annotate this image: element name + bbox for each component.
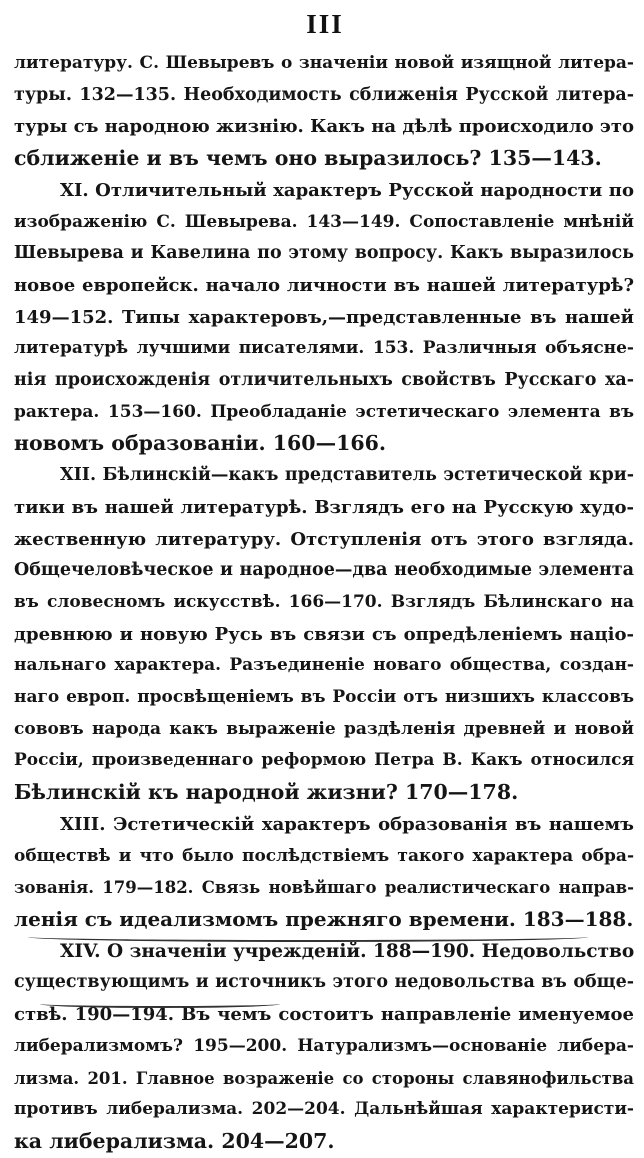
text-line: противъ либерализма. 202—204. Дальнѣйшая характеристи- xyxy=(14,1099,634,1120)
text-line: нiя происхожденiя отличительныхъ свойствъ Русскаго ха- xyxy=(14,370,634,391)
text-line: зованiя. 179—182. Связь новѣйшаго реалистическаго направ- xyxy=(14,878,634,898)
text-line: Россiи, произведеннаго реформою Петра В. Какъ относился xyxy=(14,750,634,771)
paragraph-intro xyxy=(14,48,636,175)
text-line: тики въ нашей литературѣ. Взглядъ его на Русскую худо- xyxy=(14,496,634,518)
text-line: XIV. О значенiи учрежденiй. 188—190. Недовольство xyxy=(60,940,634,962)
pencil-underline-mark xyxy=(28,932,588,942)
text-line: литературу. С. Шевыревъ о значенiи новой изящной литера- xyxy=(14,53,634,73)
text-line: 149—152. Типы характеровъ,—представленные въ нашей xyxy=(14,306,634,328)
text-line: новое европейск. начало личности въ нашей литературѣ? xyxy=(14,274,634,296)
text-line: существующимъ и источникъ этого недовольства въ обще- xyxy=(14,972,634,993)
text-line: сближенiе и въ чемъ оно выразилось? 135—143. xyxy=(14,146,602,171)
paragraph-section-xiv xyxy=(14,936,636,1158)
text-line: ка либерализма. 204—207. xyxy=(14,1128,335,1153)
text-line: либерализмомъ? 195—200. Натурализмъ—основанiе либера- xyxy=(14,1035,634,1056)
text-line: въ словесномъ искусствѣ. 166—170. Взглядъ Бѣлинскаго на xyxy=(14,591,634,612)
text-line: изображенiю С. Шевырева. 143—149. Сопоставленiе мнѣнiй xyxy=(14,211,634,232)
paragraph-section-xii xyxy=(14,460,636,809)
text-line: жественную литературу. Отступленiя отъ этого взгляда. xyxy=(14,528,634,550)
text-line: сововъ народа какъ выраженiе раздѣленiя древней и новой xyxy=(14,718,634,739)
text-line: ленiя съ идеализмомъ прежняго времени. 183—188. xyxy=(14,906,634,931)
paragraph-section-xiii xyxy=(14,809,636,936)
text-line: лизма. 201. Главное возраженiе со стороны славянофильства xyxy=(14,1068,634,1088)
text-line: туры. 132—135. Необходимость сближенiя Русской литера- xyxy=(14,84,634,105)
text-line: ствѣ. 190—194. Въ чемъ состоитъ направленiе именуемое xyxy=(14,1004,634,1026)
paragraph-section-xi xyxy=(14,175,636,460)
text-line: литературѣ лучшими писателями. 153. Различныя объясне- xyxy=(14,338,634,359)
text-line: Шевырева и Кавелина по этому вопросу. Какъ выразилось xyxy=(14,243,634,264)
text-line: рактера. 153—160. Преобладанiе эстетическаго элемента въ xyxy=(14,401,634,422)
text-line: туры съ народною жизнiю. Какъ на дѣлѣ происходило это xyxy=(14,116,634,138)
text-line: древнюю и новую Русь въ связи съ опредѣленiемъ нацiо- xyxy=(14,623,634,645)
text-line: XII. Бѣлинскiй—какъ представитель эстетической кри- xyxy=(60,465,634,486)
text-line: XI. Отличительный характеръ Русской народности по xyxy=(60,179,634,201)
text-line: нальнаго характера. Разъединенiе новаго общества, создан- xyxy=(14,655,634,676)
text-line: Бѣлинскiй къ народной жизни? 170—178. xyxy=(14,780,519,805)
text-line: наго европ. просвѣщенiемъ въ Россiи отъ низшихъ классовъ xyxy=(14,687,634,708)
text-line: XIII. Эстетическiй характеръ образованiя въ нашемъ xyxy=(60,813,634,835)
text-line: Общечеловѣческое и народное—два необходимые элемента xyxy=(14,560,634,581)
text-line: новомъ образованiи. 160—166. xyxy=(14,431,387,456)
text-line: обществѣ и что было послѣдствiемъ такого характера обра- xyxy=(14,845,634,866)
pencil-underline-mark xyxy=(40,1000,280,1008)
page-number: III xyxy=(306,9,344,39)
